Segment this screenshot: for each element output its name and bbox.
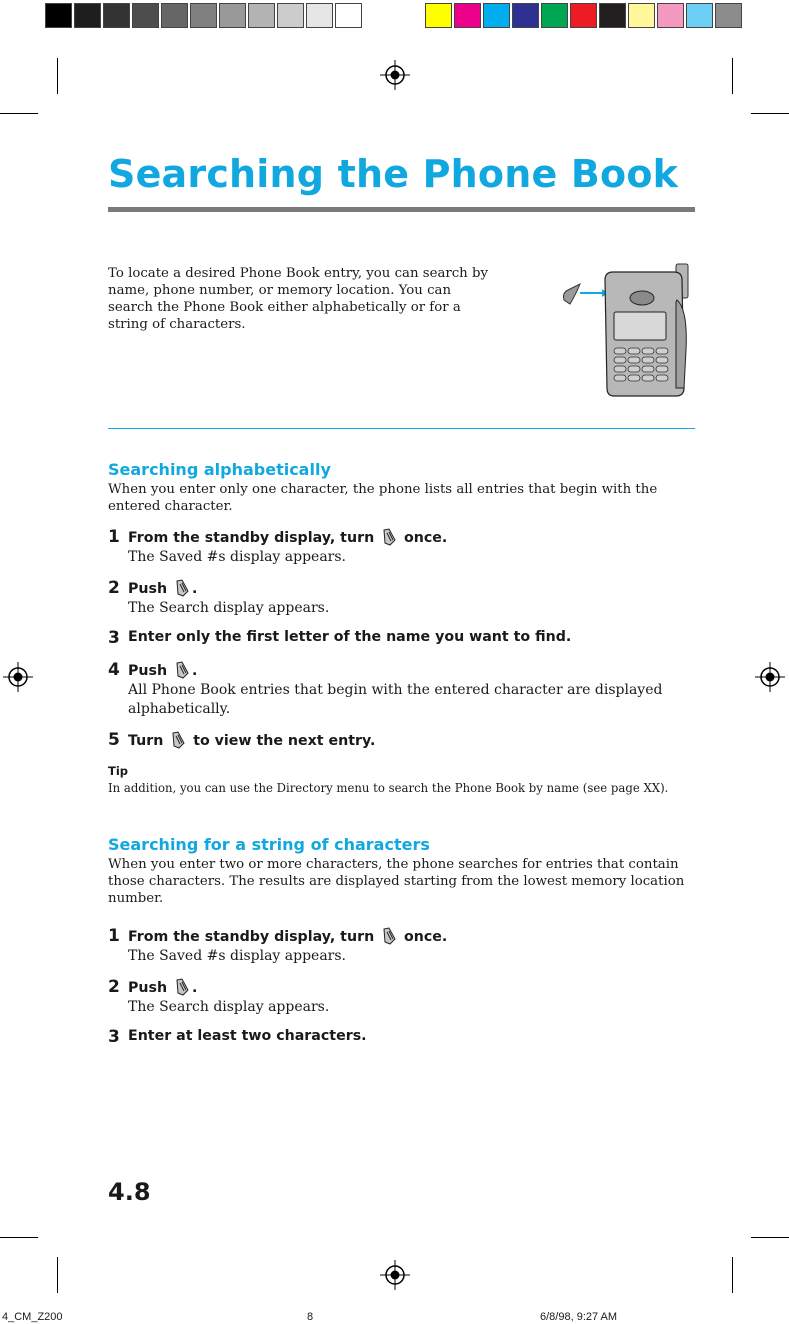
step-description: The Saved #s display appears.	[128, 948, 346, 964]
step-number: 1	[108, 926, 120, 946]
registration-mark-icon	[380, 60, 410, 90]
step-instruction: From the standby display, turn once.	[128, 530, 448, 546]
title-rule	[108, 207, 695, 212]
crop-mark	[0, 1237, 38, 1238]
crop-mark	[732, 1257, 733, 1293]
gray-swatch	[161, 3, 188, 28]
gray-swatch	[103, 3, 130, 28]
color-swatch	[628, 3, 655, 28]
color-swatch	[657, 3, 684, 28]
step-description: The Search display appears.	[128, 600, 330, 616]
color-swatch	[686, 3, 713, 28]
crop-mark	[751, 113, 789, 114]
color-swatch	[425, 3, 452, 28]
crop-mark	[57, 1257, 58, 1293]
registration-mark-icon	[755, 662, 785, 692]
step-description: The Search display appears.	[128, 999, 330, 1015]
gray-swatch	[190, 3, 217, 28]
color-swatch	[715, 3, 742, 28]
section-alphabetical-intro: When you enter only one character, the phone lists all entries that begin with the entered character.	[108, 482, 658, 514]
section-string-intro: When you enter two or more characters, the phone searches for entries that contain those characters. The results are displayed starting from the lowest memory location number.	[108, 857, 685, 906]
tip-label: Tip	[108, 764, 129, 778]
gray-swatch	[248, 3, 275, 28]
registration-mark-icon	[380, 1260, 410, 1290]
footer-page: 8	[307, 1311, 314, 1323]
section-divider	[108, 428, 695, 429]
jog-dial-icon	[170, 731, 186, 749]
step-number: 5	[108, 730, 120, 750]
jog-dial-icon	[174, 579, 190, 597]
color-swatch	[570, 3, 597, 28]
crop-mark	[57, 58, 58, 94]
gray-swatch	[132, 3, 159, 28]
step-instruction: Turn to view the next entry.	[128, 733, 376, 749]
gray-swatch	[219, 3, 246, 28]
registration-mark-icon	[3, 662, 33, 692]
section-heading-string: Searching for a string of characters	[108, 835, 430, 854]
footer-timestamp: 6/8/98, 9:27 AM	[540, 1311, 618, 1323]
step-instruction: Push .	[128, 980, 198, 996]
gray-swatch	[306, 3, 333, 28]
gray-swatch	[74, 3, 101, 28]
color-swatch	[454, 3, 481, 28]
step-instruction: Enter only the first letter of the name you want to find.	[128, 629, 572, 645]
jog-dial-icon	[381, 528, 397, 546]
section-heading-alphabetical: Searching alphabetically	[108, 460, 331, 479]
step-number: 3	[108, 628, 120, 648]
step-number: 4	[108, 660, 120, 680]
jog-dial-icon	[381, 927, 397, 945]
intro-paragraph: To locate a desired Phone Book entry, you can search by name, phone number, or memory location. You can search the Phone Book either alphabetically or for a string of characters.	[108, 266, 488, 332]
gray-swatch	[335, 3, 362, 28]
color-swatch	[541, 3, 568, 28]
color-swatch	[512, 3, 539, 28]
step-instruction: Enter at least two characters.	[128, 1028, 367, 1044]
gray-swatch	[277, 3, 304, 28]
step-instruction: Push .	[128, 663, 198, 679]
page-number: 4.8	[108, 1178, 151, 1206]
page-title: Searching the Phone Book	[108, 152, 679, 196]
gray-swatch	[45, 3, 72, 28]
step-description: All Phone Book entries that begin with the entered character are displayed alphabetically.	[128, 682, 663, 717]
step-description: The Saved #s display appears.	[128, 549, 346, 565]
color-swatch	[483, 3, 510, 28]
step-instruction: Push .	[128, 581, 198, 597]
step-number: 2	[108, 578, 120, 598]
crop-mark	[732, 58, 733, 94]
step-number: 2	[108, 977, 120, 997]
jog-dial-icon	[174, 661, 190, 679]
jog-dial-icon	[174, 978, 190, 996]
tip-text: In addition, you can use the Directory menu to search the Phone Book by name (see page XX).	[108, 781, 669, 795]
crop-mark	[751, 1237, 789, 1238]
phone-illustration	[558, 260, 698, 400]
step-number: 3	[108, 1027, 120, 1047]
color-swatch	[599, 3, 626, 28]
step-instruction: From the standby display, turn once.	[128, 929, 448, 945]
step-number: 1	[108, 527, 120, 547]
crop-mark	[0, 113, 38, 114]
footer-filename: 4_CM_Z200	[2, 1311, 63, 1323]
